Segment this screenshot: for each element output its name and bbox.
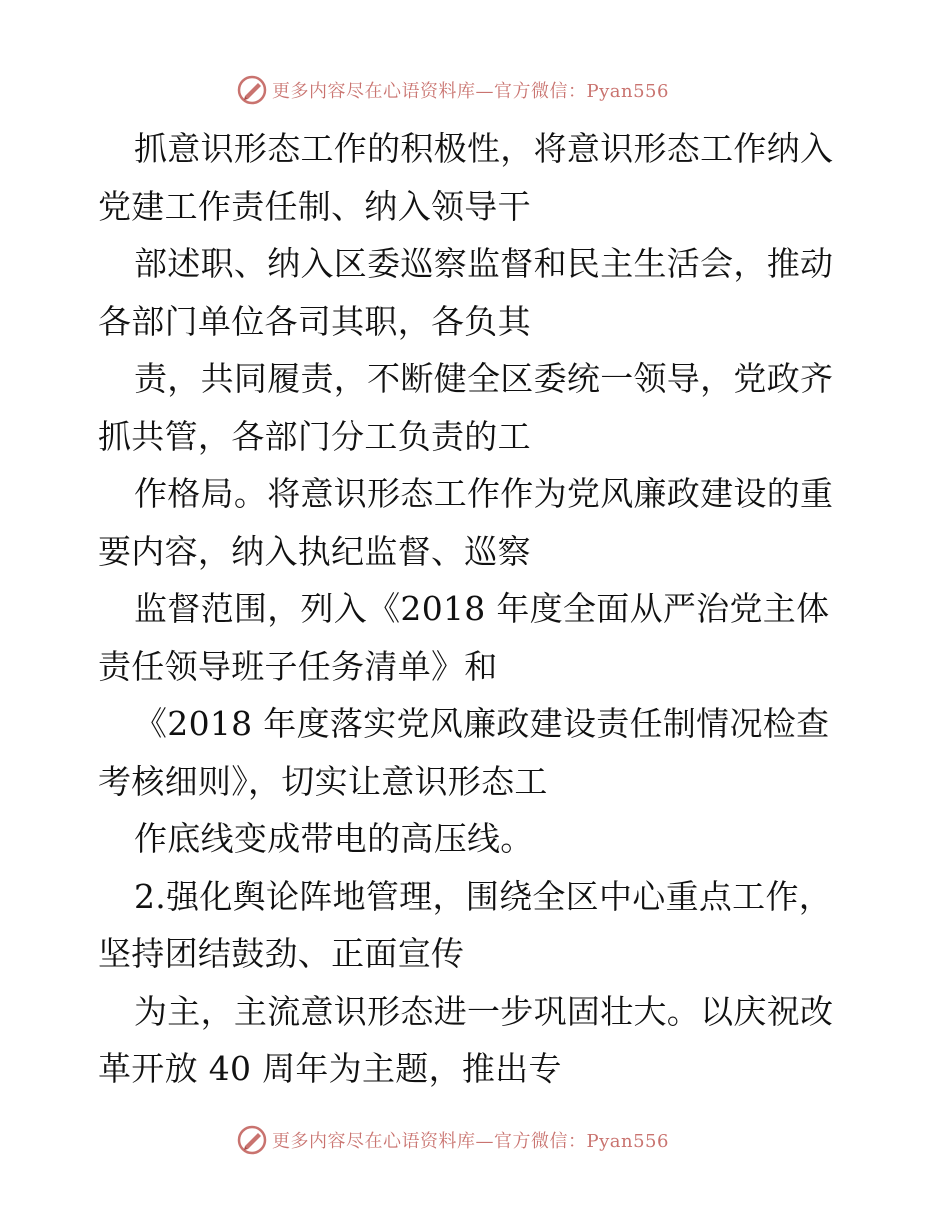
watermark-text: 更多内容尽在心语资料库—官方微信：Pyan556	[272, 1131, 669, 1152]
pen-logo-icon	[236, 1124, 268, 1156]
document-body	[98, 120, 858, 1098]
watermark-text: 更多内容尽在心语资料库—官方微信：Pyan556	[272, 81, 669, 102]
pen-logo-icon	[236, 74, 268, 106]
paragraph: 作底线变成带电的高压线。	[134, 819, 534, 858]
paragraph: 部述职、纳入区委巡察监督和民主生活会，推动各部门单位各司其职，各负其	[98, 244, 834, 341]
paragraph: 为主，主流意识形态进一步巩固壮大。以庆祝改革开放 40 周年为主题，推出专	[98, 991, 834, 1088]
paragraph: 抓意识形态工作的积极性，将意识形态工作纳入党建工作责任制、纳入领导干	[98, 129, 834, 226]
header-watermark	[236, 72, 669, 108]
paragraph: 责，共同履责，不断健全区委统一领导，党政齐抓共管，各部门分工负责的工	[98, 359, 834, 456]
footer-watermark	[236, 1122, 669, 1158]
paragraph: 2.强化舆论阵地管理，围绕全区中心重点工作，坚持团结鼓劲、正面宣传	[98, 876, 833, 973]
paragraph: 作格局。将意识形态工作作为党风廉政建设的重要内容，纳入执纪监督、巡察	[98, 474, 834, 571]
paragraph: 《2018 年度落实党风廉政建设责任制情况检查考核细则》，切实让意识形态工	[98, 704, 830, 801]
paragraph: 监督范围，列入《2018 年度全面从严治党主体责任领导班子任务清单》和	[98, 589, 830, 686]
